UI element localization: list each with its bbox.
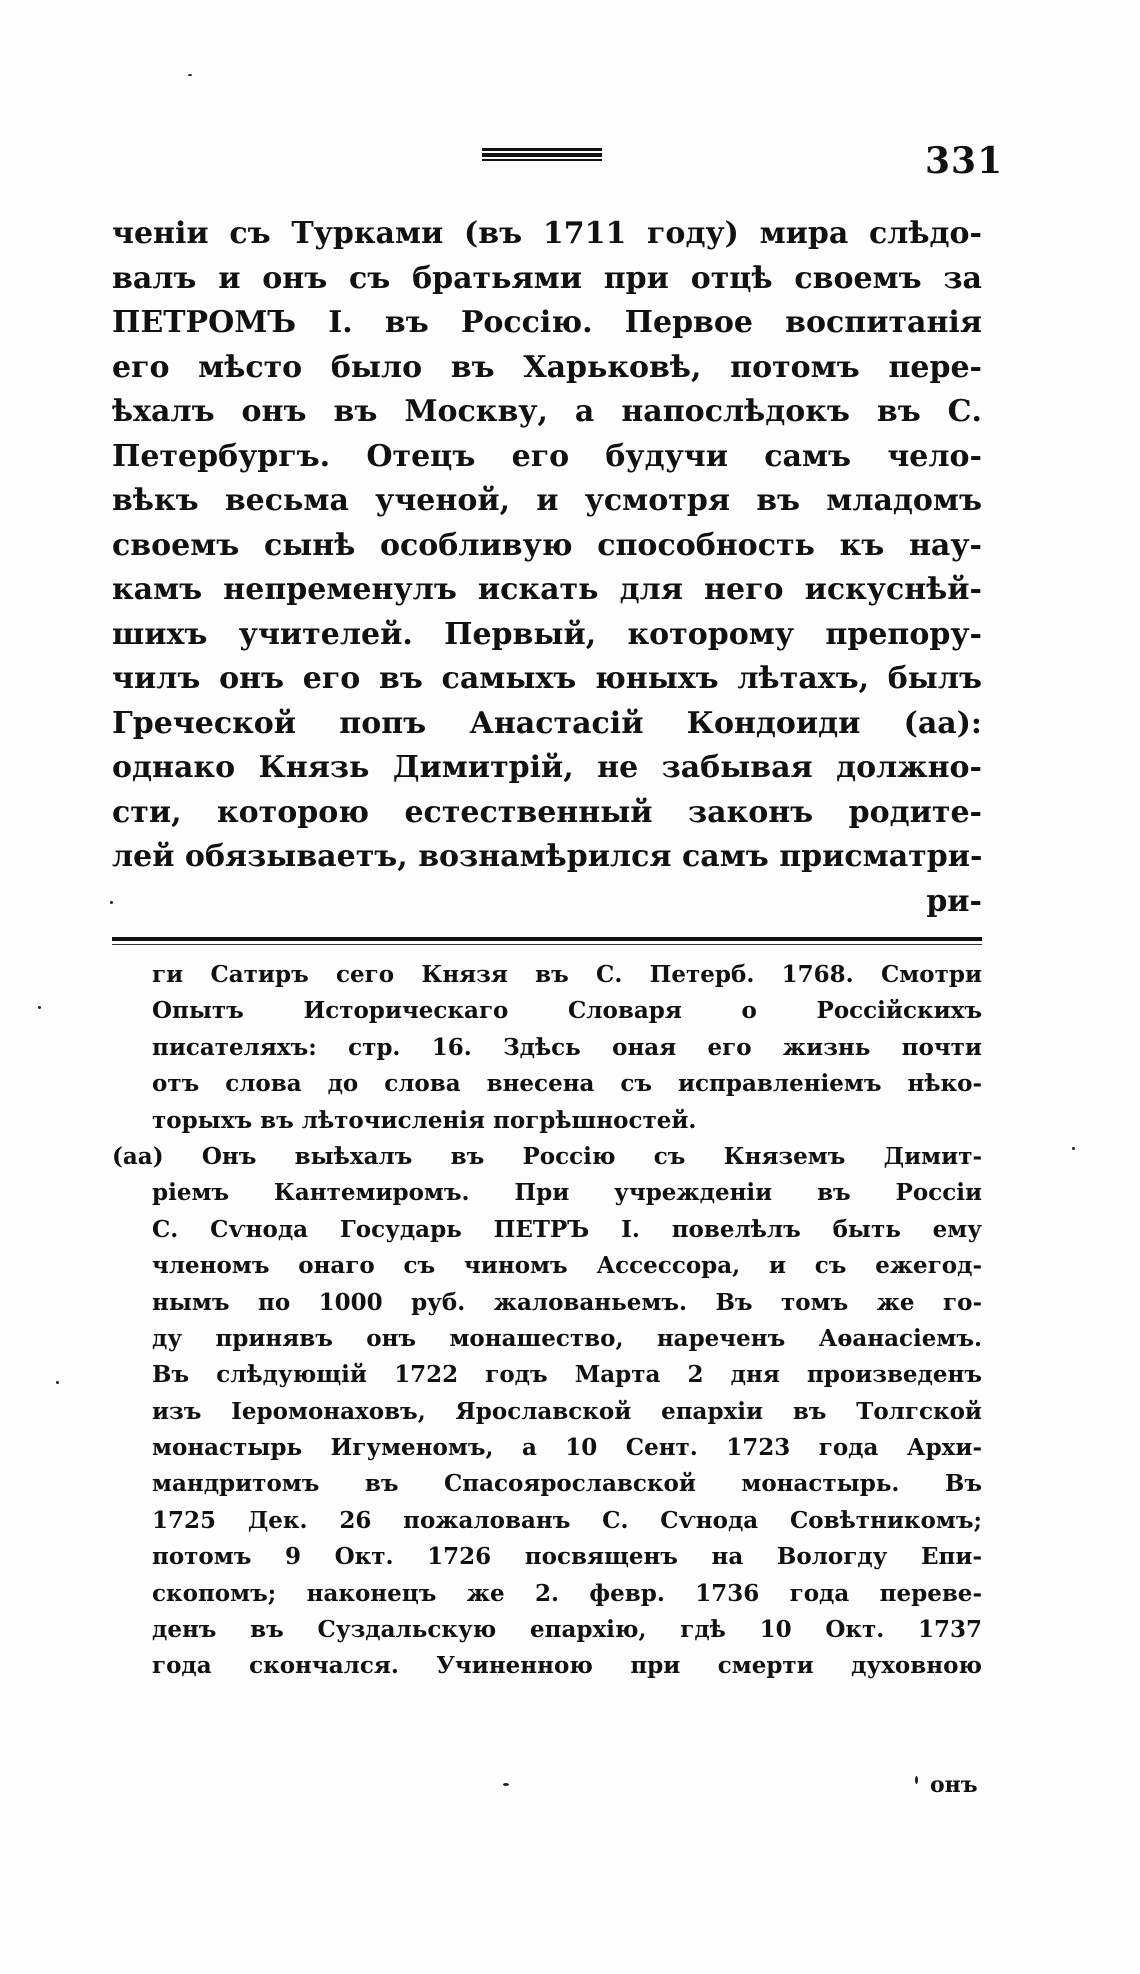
print-speck — [1072, 1147, 1075, 1150]
footnote-line: мандритомъ въ Спасоярославской монастырь. Въ — [152, 1470, 982, 1498]
main-text-hyphen-end: ри- — [926, 883, 982, 919]
main-text-line: чилъ онъ его въ самыхъ юныхъ лѣтахъ, былъ — [112, 661, 982, 696]
page-number: 331 — [925, 140, 1004, 182]
footnote-line: скопомъ; наконецъ же 2. февр. 1736 года переве- — [152, 1579, 982, 1607]
footnote-line: писателяхъ: стр. 16. Здѣсь оная его жизнь почти — [152, 1033, 982, 1061]
footnote-line: 1725 Дек. 26 пожалованъ С. Сѵнода Совѣтникомъ; — [152, 1506, 982, 1534]
main-text-line: однако Князь Димитрій, не забывая должно- — [112, 750, 982, 785]
main-text-line: ѣхалъ онъ въ Москву, а напослѣдокъ въ С. — [112, 394, 982, 429]
print-speck — [915, 1776, 918, 1784]
main-text-line: Петербургъ. Отецъ его будучи самъ чело- — [112, 438, 982, 474]
footnote-line: торыхъ въ лѣточисленія погрѣшностей. — [152, 1106, 697, 1134]
print-speck — [38, 1006, 41, 1009]
footnote-line: Опытъ Историческаго Словаря о Россійскихъ — [152, 997, 982, 1025]
main-text-line: его мѣсто было въ Харьковѣ, потомъ пере- — [112, 349, 982, 385]
main-text-line: камъ непременулъ искать для него искуснѣй- — [112, 572, 982, 607]
footnote-line: (аа) Онъ выѣхалъ въ Россію съ Княземъ Димит- — [112, 1142, 982, 1170]
print-speck — [56, 1381, 59, 1384]
catchword: онъ — [930, 1772, 978, 1798]
main-text-line: Греческой попъ Анастасій Кондоиди (аа): — [112, 705, 982, 741]
footnote-line: Въ слѣдующій 1722 годъ Марта 2 дня произведенъ — [152, 1361, 982, 1389]
footnote-line: отъ слова до слова внесена съ исправленіемъ нѣко- — [152, 1070, 982, 1098]
main-text-line: ПЕТРОМЪ I. въ Россію. Первое воспитанія — [112, 305, 982, 340]
footnote-line: ду принявъ онъ монашество, нареченъ Аѳанасіемъ. — [152, 1324, 982, 1352]
print-speck — [110, 901, 113, 904]
main-text-block — [112, 212, 982, 924]
footnotes-block — [112, 957, 982, 1685]
footnote-line: года скончался. Учиненною при смерти духовною — [152, 1652, 982, 1680]
main-text-line: лей обязываетъ, вознамѣрился самъ присматри- — [112, 839, 983, 874]
footnote-separator-rule — [112, 937, 982, 941]
footnote-separator-thin-rule — [112, 944, 982, 945]
header-ornament-rule — [482, 148, 602, 160]
footnote-line: потомъ 9 Окт. 1726 посвященъ на Вологду Епи- — [152, 1543, 982, 1571]
footnote-line: С. Сѵнода Государь ПЕТРЪ I. повелѣлъ быть ему — [152, 1215, 982, 1243]
main-text-line: своемъ сынѣ особливую способность къ нау- — [112, 527, 982, 563]
main-text-line: шихъ учителей. Первый, которому препору- — [112, 616, 982, 652]
footnote-line: денъ въ Суздальскую епархію, гдѣ 10 Окт. 1737 — [152, 1616, 982, 1644]
print-speck — [188, 74, 192, 76]
main-text-line: валъ и онъ съ братьями при отцѣ своемъ за — [112, 260, 982, 296]
main-text-line: ченіи съ Турками (въ 1711 году) мира слѣдо- — [112, 216, 982, 251]
footnote-line: изъ Іеромонаховъ, Ярославской епархіи въ Толгской — [152, 1397, 982, 1425]
main-text-line: сти, которою естественный законъ родите- — [112, 794, 982, 830]
footnote-line: членомъ онаго съ чиномъ Ассессора, и съ ежегод- — [152, 1252, 982, 1280]
footnote-line: ріемъ Кантемиромъ. При учрежденіи въ Россіи — [152, 1179, 982, 1207]
footnote-line: ги Сатиръ сего Князя въ С. Петерб. 1768. Смотри — [152, 961, 982, 988]
print-speck — [503, 1783, 509, 1786]
main-text-line: вѣкъ весьма ученой, и усмотря въ младомъ — [112, 483, 982, 518]
footnote-line: нымъ по 1000 руб. жалованьемъ. Въ томъ же го- — [152, 1288, 982, 1316]
footnote-line: монастырь Игуменомъ, а 10 Сент. 1723 года Архи- — [152, 1434, 982, 1462]
